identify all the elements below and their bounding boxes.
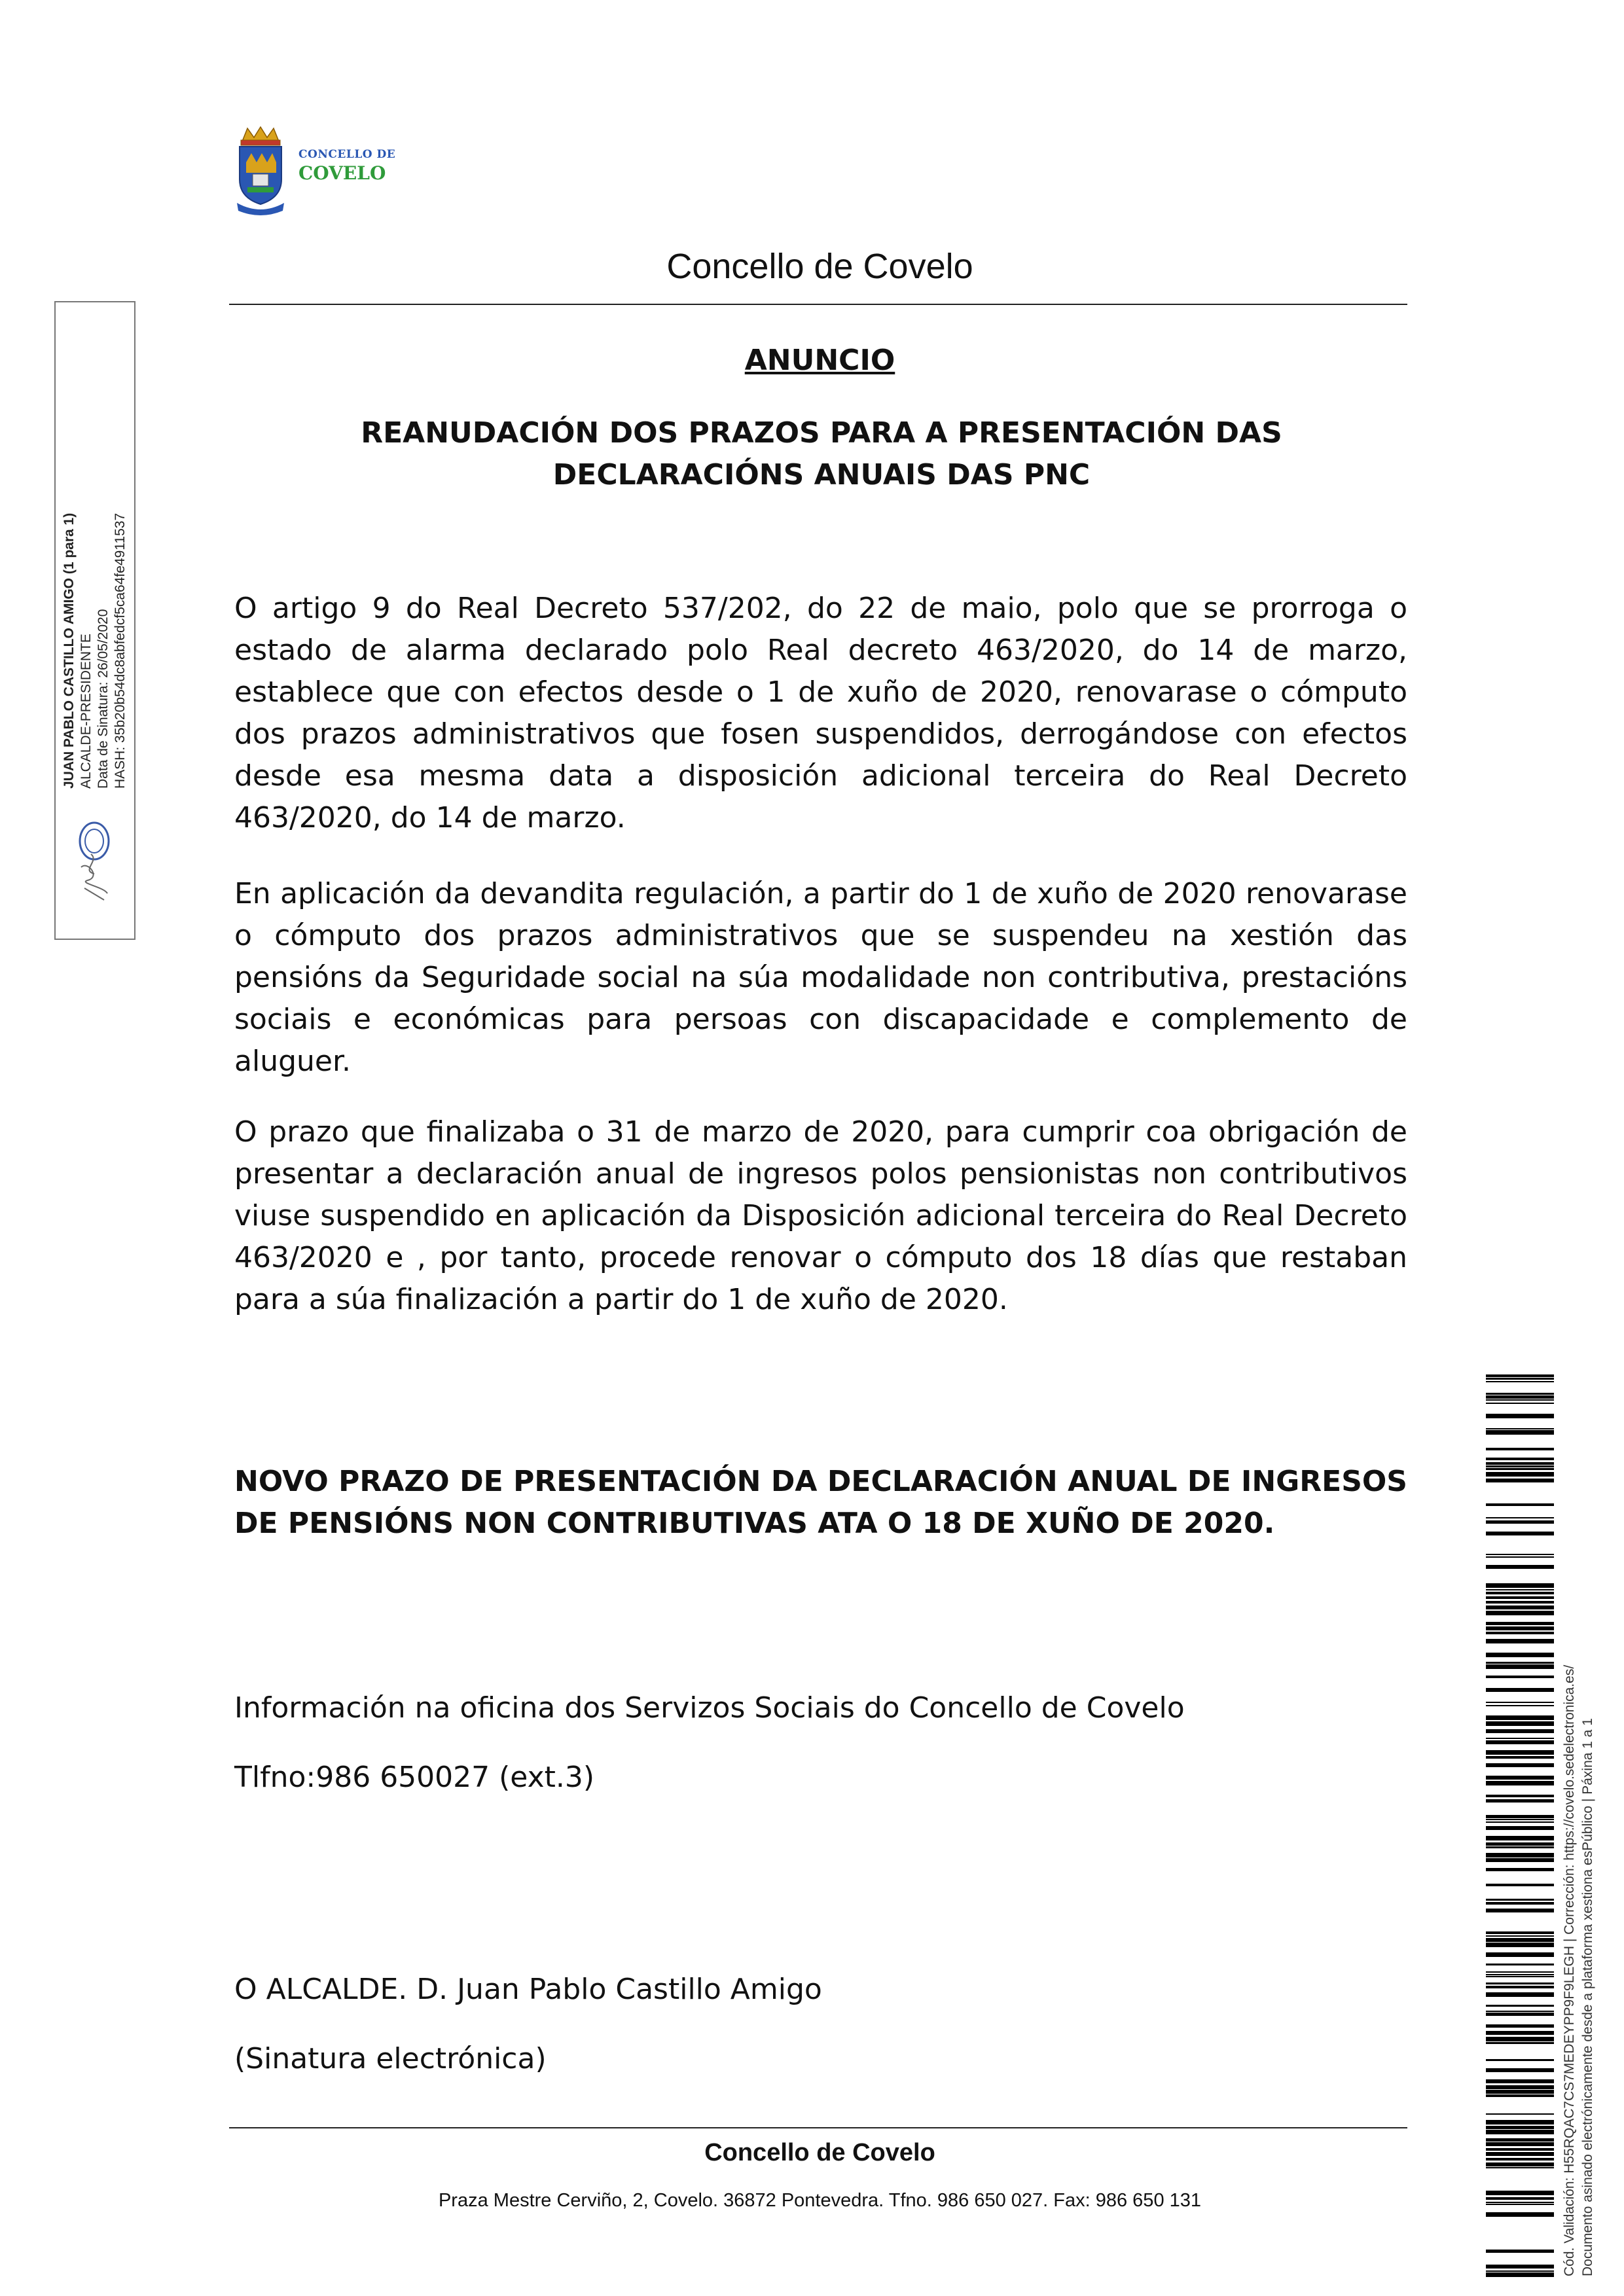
barcode-bar bbox=[1486, 2202, 1554, 2203]
logo-text-concello: CONCELLO DE bbox=[298, 148, 396, 161]
barcode-bar bbox=[1486, 2148, 1554, 2151]
barcode-bar bbox=[1486, 1971, 1554, 1973]
barcode-bar bbox=[1486, 1756, 1554, 1759]
barcode-bar bbox=[1486, 1632, 1554, 1634]
barcode-bar bbox=[1486, 2024, 1554, 2028]
barcode-bar bbox=[1486, 2204, 1554, 2205]
barcode-bar bbox=[1486, 1899, 1554, 1901]
barcode-bar bbox=[1486, 1374, 1554, 1377]
barcode-bar bbox=[1486, 1403, 1554, 1404]
barcode-bar bbox=[1486, 1763, 1554, 1767]
barcode-bar bbox=[1486, 1565, 1554, 1569]
barcode-bar bbox=[1486, 2090, 1554, 2094]
barcode-bar bbox=[1486, 1846, 1554, 1848]
barcode-bar bbox=[1486, 1909, 1554, 1912]
barcode-bar bbox=[1486, 1399, 1554, 1401]
barcode-bar bbox=[1486, 1462, 1554, 1465]
footer-divider bbox=[229, 2127, 1407, 2128]
barcode-bar bbox=[1486, 2272, 1554, 2277]
barcode-bar bbox=[1486, 2094, 1554, 2097]
barcode-bar bbox=[1486, 1458, 1554, 1460]
barcode-bar bbox=[1486, 1554, 1554, 1555]
barcode-bar bbox=[1486, 2011, 1554, 2012]
barcode-bar bbox=[1486, 1472, 1554, 1477]
barcode-bar bbox=[1486, 1517, 1554, 1518]
barcode-bar bbox=[1486, 1938, 1554, 1942]
document-title: REANUDACIÓN DOS PRAZOS PARA A PRESENTACIÓN DAS DECLARACIÓNS ANUAIS DAS PNC bbox=[361, 416, 1282, 492]
barcode-bar bbox=[1486, 2037, 1554, 2041]
barcode-bar bbox=[1486, 1601, 1554, 1604]
signer-name: JUAN PABLO CASTILLO AMIGO (1 para 1) bbox=[62, 512, 77, 789]
barcode-bar bbox=[1486, 1776, 1554, 1780]
barcode-bar bbox=[1486, 1974, 1554, 1975]
header-title: Concello de Covelo bbox=[666, 247, 973, 286]
barcode-bar bbox=[1486, 2031, 1554, 2035]
barcode-bar bbox=[1486, 2013, 1554, 2016]
barcode-bar bbox=[1486, 1503, 1554, 1506]
validation-platform-line: Documento asinado electrónicamente desde a plataforma xestiona esPúblico | Páxina 1 a 1 bbox=[1580, 1718, 1595, 2276]
validation-code-line: Cód. Validación: H55RQAC7CS7MEDEYPP9F9LEGH | Corrección: https://covelo.sedelectronica.es/ bbox=[1562, 1664, 1577, 2276]
barcode-bar bbox=[1486, 1468, 1554, 1470]
barcode-bar bbox=[1486, 1819, 1554, 1820]
barcode-bar bbox=[1486, 2005, 1554, 2007]
barcode-bar bbox=[1486, 1715, 1554, 1720]
barcode-bar bbox=[1486, 2142, 1554, 2146]
barcode-bar bbox=[1486, 1592, 1554, 1594]
barcode-bar bbox=[1486, 1992, 1554, 1997]
barcode-bar bbox=[1486, 1414, 1554, 1418]
announcement-heading: ANUNCIO bbox=[744, 344, 895, 377]
barcode-bar bbox=[1486, 1952, 1554, 1957]
barcode-bar bbox=[1486, 1430, 1554, 1435]
paragraph: O prazo que finalizaba o 31 de marzo de 2020, para cumprir coa obrigación de presentar a declaración anual de ingresos polos pensionistas non contributivos viuse suspendido en aplicación da Disposición adicional terceira do Real Decreto 463/2020 e , por tanto, procede renovar o cómputo dos 18 días que restaban para a súa finalización a partir do 1 de xuño de 2020. bbox=[234, 1115, 1407, 1316]
paragraph: En aplicación da devandita regulación, a partir do 1 de xuño de 2020 renovarase o cómputo dos prazos administrativos que se suspendeu na xestión das pensións da Seguridade social na súa modalidade non contributiva, prestacións sociais e económicas para persoas con discapacidade e complemento de aluguer. bbox=[234, 877, 1407, 1078]
barcode-bar bbox=[1486, 1583, 1554, 1588]
barcode-bar bbox=[1486, 1729, 1554, 1733]
barcode-bar bbox=[1486, 1858, 1554, 1862]
barcode-bar bbox=[1486, 1662, 1554, 1664]
validation-barcode bbox=[1486, 1374, 1554, 2278]
paragraph: O artigo 9 do Real Decreto 537/202, do 22 de maio, polo que se prorroga o estado de alarma declarado polo Real decreto 463/2020, do 14 de marzo, establece que con efectos desde o 1 de xuño de 2020, renovarase o cómputo dos prazos administrativos que fosen suspendidos, derrogándose con efectos desde esa mesma data a disposición adicional terceira do Real Decreto 463/2020, do 14 de marzo. bbox=[234, 592, 1407, 834]
barcode-bar bbox=[1486, 1448, 1554, 1450]
barcode-bar bbox=[1486, 1688, 1554, 1692]
footer-title: Concello de Covelo bbox=[704, 2139, 935, 2166]
barcode-bar bbox=[1486, 2059, 1554, 2061]
barcode-bar bbox=[1486, 1738, 1554, 1739]
barcode-bar bbox=[1486, 1750, 1554, 1755]
barcode-bar bbox=[1486, 1740, 1554, 1744]
barcode-bar bbox=[1486, 2270, 1554, 2272]
barcode-bar bbox=[1486, 2120, 1554, 2125]
barcode-bar bbox=[1486, 1721, 1554, 1726]
signer-line: O ALCALDE. D. Juan Pablo Castillo Amigo bbox=[234, 1973, 822, 2006]
barcode-bar bbox=[1486, 1479, 1554, 1482]
barcode-bar bbox=[1486, 1799, 1554, 1803]
barcode-bar bbox=[1486, 1815, 1554, 1818]
barcode-bar bbox=[1486, 2158, 1554, 2161]
barcode-bar bbox=[1486, 1853, 1554, 1857]
barcode-bar bbox=[1486, 1428, 1554, 1429]
barcode-bar bbox=[1486, 1931, 1554, 1934]
barcode-bar bbox=[1486, 1465, 1554, 1467]
barcode-bar bbox=[1486, 1868, 1554, 1871]
barcode-bar bbox=[1486, 1935, 1554, 1937]
barcode-bar bbox=[1486, 1986, 1554, 1988]
barcode-bar bbox=[1486, 1795, 1554, 1797]
footer-address: Praza Mestre Cerviño, 2, Covelo. 36872 Pontevedra. Tfno. 986 650 027. Fax: 986 650 131 bbox=[438, 2190, 1202, 2211]
barcode-bar bbox=[1486, 2126, 1554, 2129]
signature-stamp-text bbox=[61, 396, 129, 789]
barcode-bar bbox=[1486, 1826, 1554, 1830]
barcode-bar bbox=[1486, 1381, 1554, 1382]
barcode-bar bbox=[1486, 1705, 1554, 1706]
barcode-bar bbox=[1486, 1378, 1554, 1380]
barcode-bar bbox=[1486, 1836, 1554, 1840]
logo-text-covelo: COVELO bbox=[298, 162, 386, 184]
barcode-bar bbox=[1486, 1842, 1554, 1846]
barcode-bar bbox=[1486, 1611, 1554, 1615]
barcode-bar bbox=[1486, 1976, 1554, 1977]
barcode-bar bbox=[1486, 1964, 1554, 1965]
barcode-bar bbox=[1486, 1556, 1554, 1558]
barcode-bar bbox=[1486, 1622, 1554, 1625]
barcode-bar bbox=[1486, 2079, 1554, 2083]
validation-text bbox=[1561, 1665, 1597, 2276]
barcode-bar bbox=[1486, 2197, 1554, 2200]
barcode-bar bbox=[1486, 1943, 1554, 1947]
barcode-bar bbox=[1486, 1781, 1554, 1785]
barcode-bar bbox=[1486, 2042, 1554, 2044]
barcode-bar bbox=[1486, 2162, 1554, 2166]
barcode-bar bbox=[1486, 1393, 1554, 1395]
info-line: Información na oficina dos Servizos Sociais do Concello de Covelo bbox=[234, 1691, 1185, 1725]
barcode-bar bbox=[1486, 1532, 1554, 1535]
barcode-bar bbox=[1486, 2068, 1554, 2072]
barcode-bar bbox=[1486, 2191, 1554, 2195]
barcode-bar bbox=[1486, 1676, 1554, 1678]
barcode-bar bbox=[1486, 1589, 1554, 1590]
phone-line: Tlfno:986 650027 (ext.3) bbox=[234, 1761, 595, 1794]
barcode-bar bbox=[1486, 1605, 1554, 1609]
handwritten-signature-seal-icon bbox=[68, 815, 120, 906]
barcode-bar bbox=[1486, 2265, 1554, 2269]
barcode-bar bbox=[1486, 2085, 1554, 2089]
barcode-bar bbox=[1486, 1653, 1554, 1657]
barcode-bar bbox=[1486, 1902, 1554, 1905]
signature-hash: HASH: 35b20b54dc8abfedcf5ca64fe4911537 bbox=[113, 512, 128, 789]
barcode-bar bbox=[1486, 1821, 1554, 1823]
barcode-bar bbox=[1486, 1884, 1554, 1886]
barcode-bar bbox=[1486, 2113, 1554, 2115]
signer-role: ALCALDE-PRESIDENTE bbox=[79, 634, 94, 789]
new-deadline-highlight: NOVO PRAZO DE PRESENTACIÓN DA DECLARACIÓN ANUAL DE INGRESOS DE PENSIÓNS NON CONTRIBUTIVAS ATA O 18 DE XUÑO DE 2020. bbox=[234, 1465, 1407, 1540]
barcode-bar bbox=[1486, 1664, 1554, 1669]
signature-note: (Sinatura electrónica) bbox=[234, 2042, 547, 2075]
barcode-bar bbox=[1486, 2167, 1554, 2168]
barcode-bar bbox=[1486, 1982, 1554, 1984]
header-divider bbox=[229, 304, 1407, 305]
barcode-bar bbox=[1486, 1626, 1554, 1630]
barcode-bar bbox=[1486, 1639, 1554, 1643]
signature-date: Data de Sinatura: 26/05/2020 bbox=[96, 609, 111, 789]
barcode-bar bbox=[1486, 2212, 1554, 2217]
barcode-bar bbox=[1486, 1395, 1554, 1399]
barcode-bar bbox=[1486, 1596, 1554, 1599]
barcode-bar bbox=[1486, 2250, 1554, 2253]
barcode-bar bbox=[1486, 2130, 1554, 2134]
barcode-bar bbox=[1486, 2138, 1554, 2142]
barcode-bar bbox=[1486, 1702, 1554, 1703]
barcode-bar bbox=[1486, 2152, 1554, 2156]
barcode-bar bbox=[1486, 1520, 1554, 1524]
